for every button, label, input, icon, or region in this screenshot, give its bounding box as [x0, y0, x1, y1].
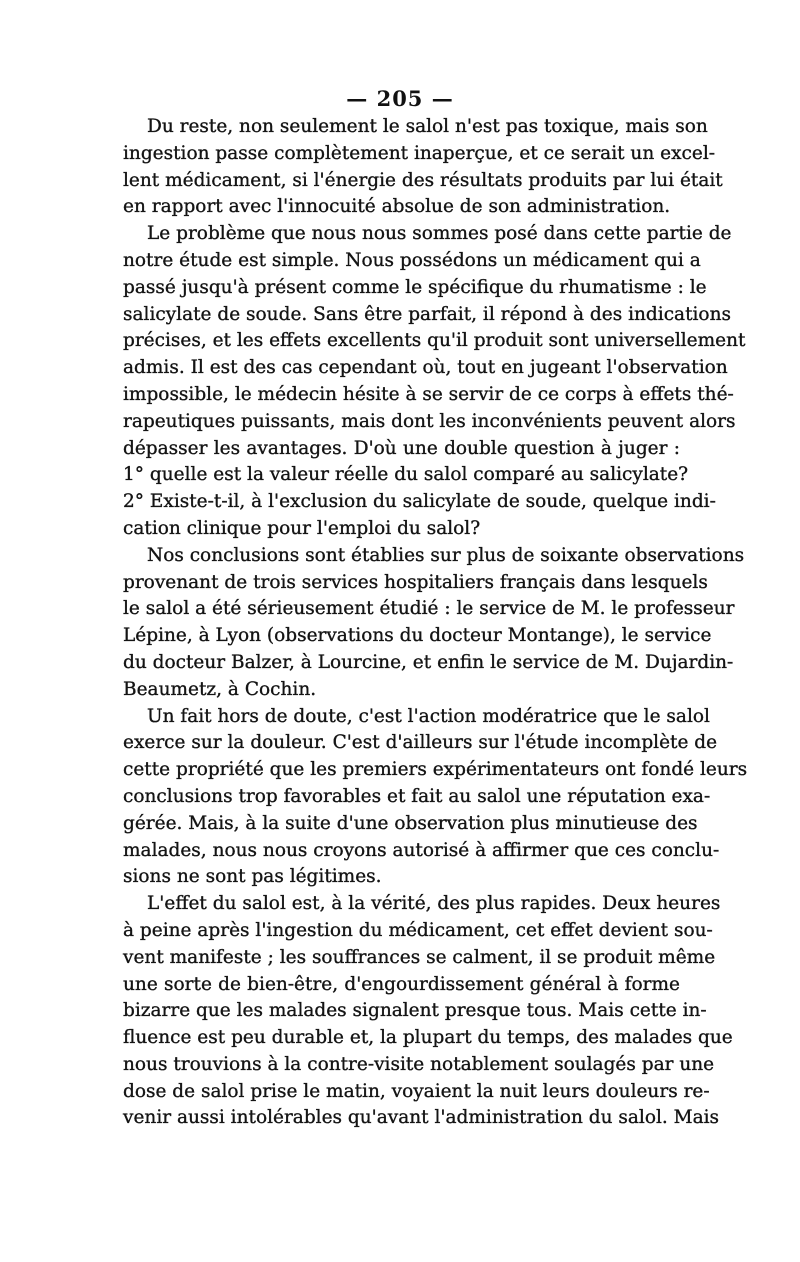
text-line: nous trouvions à la contre-visite notablement soulagés par une: [123, 1053, 715, 1075]
text-line: venir aussi intolérables qu'avant l'administration du salol. Mais: [123, 1107, 720, 1129]
text-line: dose de salol prise le matin, voyaient la nuit leurs douleurs re-: [123, 1080, 710, 1102]
paragraph: [123, 543, 745, 704]
text-line: le salol a été sérieusement étudié : le service de M. le professeur: [123, 598, 735, 620]
text-line: dépasser les avantages. D'où une double question à juger :: [123, 437, 680, 459]
text-line: lent médicament, si l'énergie des résultats produits par lui était: [123, 169, 723, 191]
text-line: Du reste, non seulement le salol n'est pas toxique, mais son: [147, 116, 708, 137]
text-line: 2° Existe-t-il, à l'exclusion du salicylate de soude, quelque indi-: [123, 491, 716, 513]
paragraph: [123, 114, 723, 221]
page-number: — 205 —: [346, 86, 454, 111]
text-line: vent manifeste ; les souffrances se calment, il se produit même: [123, 946, 716, 968]
paragraph: [123, 221, 746, 543]
text-line: du docteur Balzer, à Lourcine, et enfin le service de M. Dujardin-: [123, 651, 734, 673]
text-line: Lépine, à Lyon (observations du docteur Montange), le service: [123, 625, 712, 647]
text-line: impossible, le médecin hésite à se servir de ce corps à effets thé-: [123, 383, 734, 405]
text-line: Le problème que nous nous sommes posé dans cette partie de: [147, 223, 732, 245]
text-line: exerce sur la douleur. C'est d'ailleurs sur l'étude incomplète de: [123, 732, 718, 754]
paragraph: [123, 704, 748, 892]
text-line: Un fait hors de doute, c'est l'action modératrice que le salol: [147, 705, 710, 727]
text-line: malades, nous nous croyons autorisé à affirmer que ces conclu-: [123, 839, 720, 861]
text-line: une sorte de bien-être, d'engourdissement général à forme: [123, 973, 680, 995]
text-line: Nos conclusions sont établies sur plus de soixante observations: [147, 544, 745, 566]
text-line: cette propriété que les premiers expérimentateurs ont fondé leurs: [123, 759, 748, 781]
text-line: ingestion passe complètement inaperçue, et ce serait un excel-: [123, 142, 715, 164]
text-line: cation clinique pour l'emploi du salol?: [123, 517, 481, 539]
text-line: salicylate de soude. Sans être parfait, il répond à des indications: [123, 303, 731, 325]
text-line: fluence est peu durable et, la plupart du temps, des malades que: [123, 1027, 733, 1049]
text-line: précises, et les effets excellents qu'il produit sont universellement: [123, 330, 746, 352]
text-line: à peine après l'ingestion du médicament, cet effet devient sou-: [123, 919, 713, 941]
text-line: L'effet du salol est, à la vérité, des plus rapides. Deux heures: [147, 893, 721, 915]
text-line: passé jusqu'à présent comme le spécifique du rhumatisme : le: [123, 276, 707, 298]
text-line: bizarre que les malades signalent presque tous. Mais cette in-: [123, 1000, 707, 1022]
text-line: provenant de trois services hospitaliers français dans lesquels: [123, 571, 708, 593]
text-line: Beaumetz, à Cochin.: [123, 678, 317, 700]
text-line: conclusions trop favorables et fait au salol une réputation exa-: [123, 785, 711, 807]
text-line: notre étude est simple. Nous possédons un médicament qui a: [123, 249, 701, 271]
text-line: sions ne sont pas légitimes.: [123, 866, 382, 888]
text-line: en rapport avec l'innocuité absolue de son administration.: [123, 196, 671, 218]
text-line: gérée. Mais, à la suite d'une observation plus minutieuse des: [123, 812, 698, 834]
text-line: rapeutiques puissants, mais dont les inconvénients peuvent alors: [123, 410, 736, 432]
text-line: 1° quelle est la valeur réelle du salol comparé au salicylate?: [123, 464, 689, 486]
text-line: admis. Il est des cas cependant où, tout en jugeant l'observation: [123, 357, 728, 379]
paragraph: [123, 891, 733, 1132]
page-body-text: [123, 114, 748, 1132]
